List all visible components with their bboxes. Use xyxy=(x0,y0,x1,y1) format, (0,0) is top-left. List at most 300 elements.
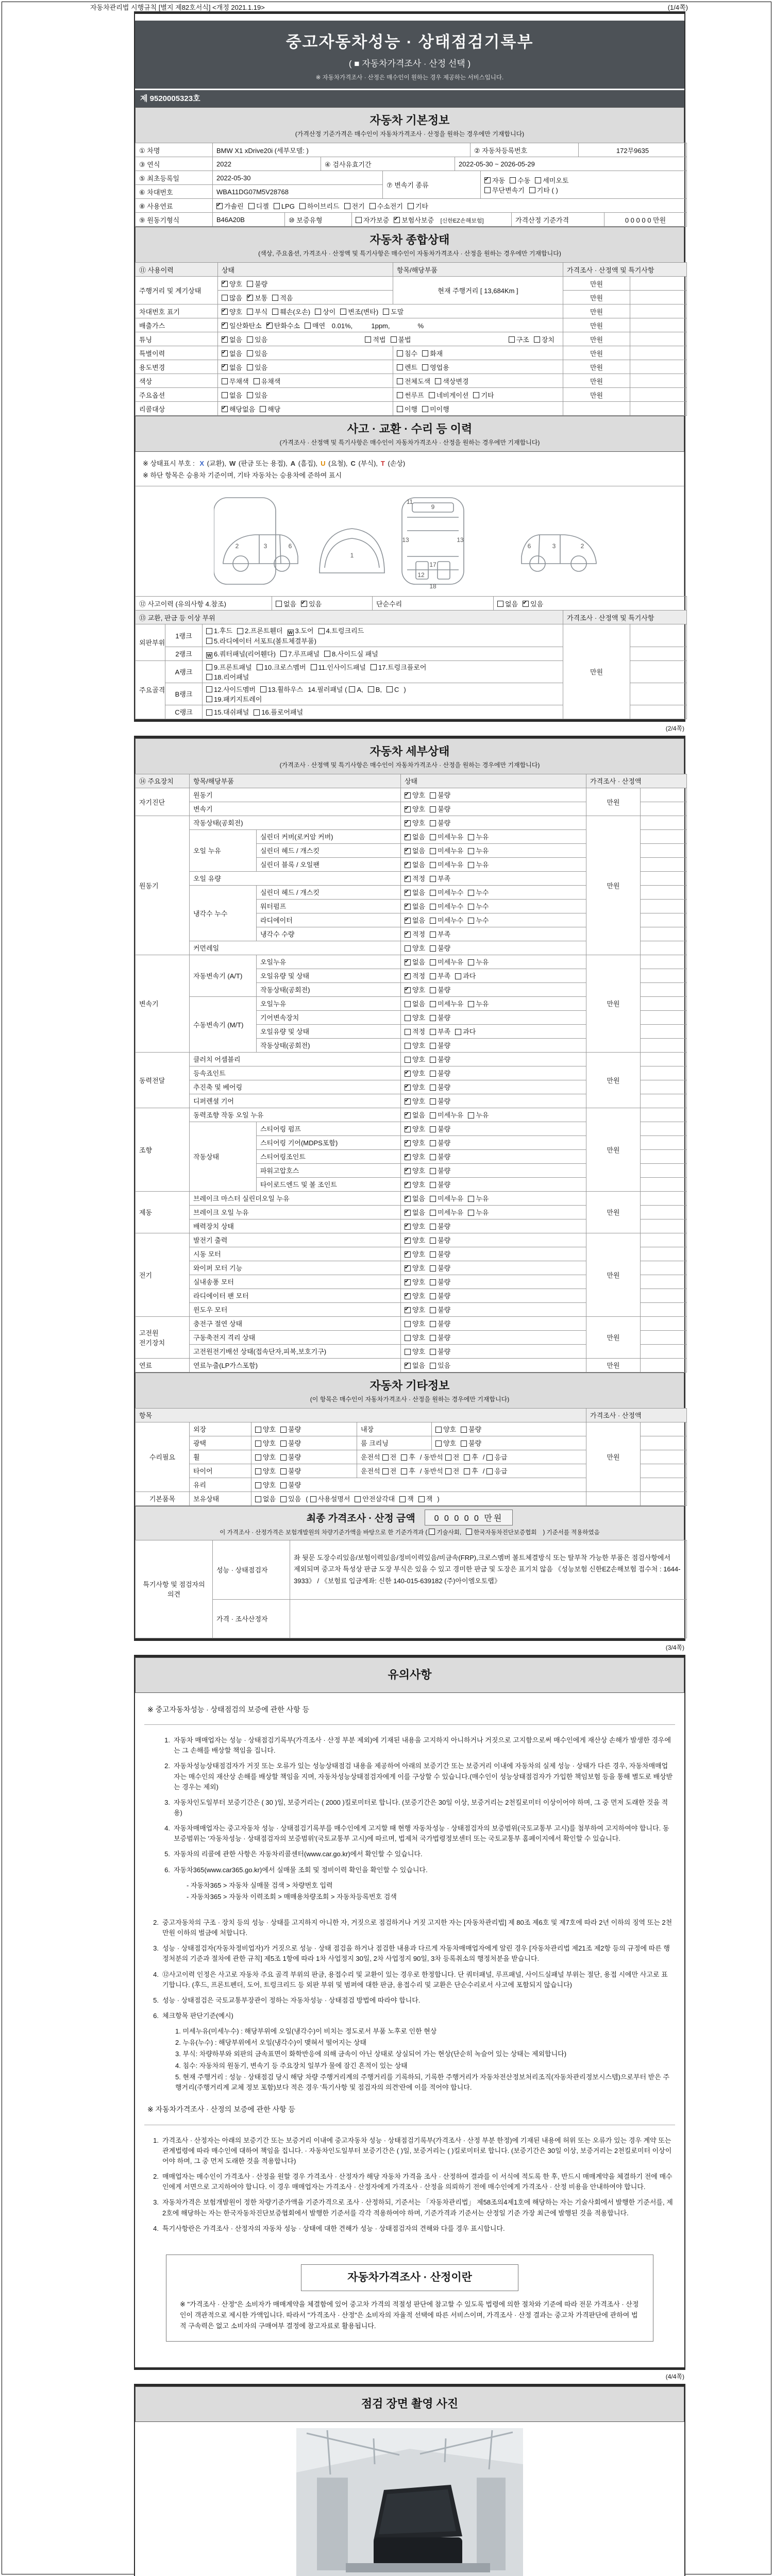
checkbox-불량[interactable] xyxy=(280,1440,287,1447)
checkbox-양호[interactable] xyxy=(255,1427,261,1433)
checkbox-전체도색[interactable] xyxy=(397,378,403,384)
simple-repair-checks xyxy=(494,597,687,611)
checkbox-label: 사용설명서 xyxy=(317,1495,350,1503)
checkbox-양호[interactable] xyxy=(405,1224,411,1230)
checkbox-부식[interactable] xyxy=(247,309,253,315)
checkbox-없음[interactable] xyxy=(405,959,411,965)
checkbox-label: 훼손(오손) xyxy=(280,308,311,316)
checkbox-양호[interactable] xyxy=(255,1440,261,1447)
checkbox-썬루프[interactable] xyxy=(397,392,403,398)
checkbox-양호[interactable] xyxy=(435,1427,442,1433)
checkbox-양호[interactable] xyxy=(405,1015,411,1021)
checkbox-10.크로스멤버[interactable] xyxy=(257,664,263,670)
checkbox-잭[interactable] xyxy=(418,1496,425,1502)
notice-subitem: 4. 침수: 자동차의 원동기, 변속기 등 주요장치 일부가 물에 잠긴 흔적이 있는 상태 xyxy=(175,2061,408,2070)
checkbox-불량[interactable] xyxy=(430,1182,436,1188)
checkbox-양호[interactable] xyxy=(405,1084,411,1091)
checkbox-보통[interactable] xyxy=(247,295,253,301)
checkbox-불량[interactable] xyxy=(430,1238,436,1244)
checkbox-label: 있음 xyxy=(255,335,268,344)
checkbox-유채색[interactable] xyxy=(254,378,260,384)
vin-value: WBA11DG07M5V28768 xyxy=(213,185,383,199)
check-item xyxy=(397,376,430,386)
checkbox-양호[interactable] xyxy=(435,1440,442,1447)
checkbox-누유[interactable] xyxy=(468,848,474,854)
checkbox-있음[interactable] xyxy=(523,601,529,607)
checkbox-구조[interactable] xyxy=(509,336,515,343)
checkbox-누유[interactable] xyxy=(468,959,474,965)
checkbox-탄화수소[interactable] xyxy=(266,323,273,329)
table-cell xyxy=(641,1302,687,1316)
checkbox-가솔린[interactable] xyxy=(216,203,223,209)
checkbox-없음[interactable] xyxy=(405,1363,411,1369)
checkbox-없음[interactable] xyxy=(405,1196,411,1202)
check-item xyxy=(280,1494,301,1503)
group-label-전기: 전기 xyxy=(136,1233,190,1316)
checkbox-있음[interactable] xyxy=(247,350,253,357)
checkbox-기타 ( )[interactable] xyxy=(529,187,535,193)
checkbox-한국자동차진단보증협회[interactable] xyxy=(466,1529,472,1535)
checkbox-자가보증[interactable] xyxy=(356,217,362,223)
checkbox-과다[interactable] xyxy=(455,1029,461,1035)
checkbox-2.프론트휀더[interactable] xyxy=(237,628,243,634)
check-item xyxy=(405,1151,425,1161)
checkbox-부족[interactable] xyxy=(430,973,436,979)
checkbox-해당없음[interactable] xyxy=(222,406,228,412)
note-cell xyxy=(641,1464,687,1478)
checkbox-적정[interactable] xyxy=(405,973,411,979)
checkbox-불량[interactable] xyxy=(430,1126,436,1132)
checkbox-해당[interactable] xyxy=(260,406,266,412)
checkbox-label: 양호 xyxy=(412,986,426,994)
checkbox-label: 없음 xyxy=(263,1495,276,1503)
checkbox-불량[interactable] xyxy=(280,1427,287,1433)
checkbox-19.패키지트레이[interactable] xyxy=(206,696,212,702)
check-item xyxy=(430,1082,450,1092)
checkbox-누유[interactable] xyxy=(468,1210,474,1216)
checkbox-응급[interactable] xyxy=(486,1454,493,1461)
checkbox-양호[interactable] xyxy=(405,1307,411,1313)
checkbox-침수[interactable] xyxy=(397,350,403,357)
checkbox-양호[interactable] xyxy=(405,1251,411,1258)
check-item xyxy=(468,859,489,869)
note-cell xyxy=(630,374,687,388)
checkbox-label: 양호 xyxy=(263,1439,276,1447)
checkbox-13.휠하우스[interactable] xyxy=(260,686,266,692)
checkbox-양호[interactable] xyxy=(405,1349,411,1355)
checkbox-18.리어패널[interactable] xyxy=(206,674,212,680)
table-cell xyxy=(641,1094,687,1108)
checkbox-많음[interactable] xyxy=(222,295,228,301)
checkbox-미세누유[interactable] xyxy=(430,848,436,854)
detail-h2: 상태 xyxy=(401,774,586,788)
checkbox-16.플로어패널[interactable] xyxy=(254,709,260,716)
table-cell: 냉각수 누수 xyxy=(190,885,257,941)
checkbox-양호[interactable] xyxy=(405,1321,411,1327)
checkbox-불량[interactable] xyxy=(430,1140,436,1146)
checkbox-양호[interactable] xyxy=(405,1335,411,1341)
checkbox-화재[interactable] xyxy=(422,350,428,357)
checkbox-양호[interactable] xyxy=(405,1071,411,1077)
checkbox-보험사보증[interactable] xyxy=(394,217,400,223)
checkbox-불량[interactable] xyxy=(430,1307,436,1313)
notice-item-text: 매매업자는 매수인이 가격조사 · 산정을 원할 경우 가격조사 · 산정자가 해당 자동차 가격을 조사 · 산정하여 결과를 이 서식에 적도록 한 후, 반드시 매매계약을 체결하기 전에 매수인에게 서면으로 고지하여야 합니다. 이 경우 매매업자는 가격조사 · 산정자에게 가격조사 · 산정을 의뢰하기 전에 매수인에게 가격조사 · 산정 비용을 안내하여야 합니다. xyxy=(162,2173,673,2191)
checkbox-불량[interactable] xyxy=(430,1015,436,1021)
diagram-label: 2 xyxy=(235,543,239,550)
checkbox-수소전기[interactable] xyxy=(369,203,376,209)
checkbox-없음[interactable] xyxy=(222,364,228,370)
checkbox-훼손(오손)[interactable] xyxy=(272,309,278,315)
checkbox-있음[interactable] xyxy=(247,364,253,370)
checkbox-기술사회,[interactable] xyxy=(429,1529,435,1535)
checkbox-11.인사이드패널[interactable] xyxy=(311,664,317,670)
diagram-label: 6 xyxy=(527,543,531,550)
checkbox-자동[interactable] xyxy=(484,177,491,183)
checkbox-label: 적법 xyxy=(373,335,386,344)
checkbox-불량[interactable] xyxy=(430,1293,436,1299)
sheet-page-2 xyxy=(134,736,685,1641)
checkbox-전[interactable] xyxy=(382,1454,389,1461)
checkbox-응급[interactable] xyxy=(486,1468,493,1475)
checkbox-양호[interactable] xyxy=(405,987,411,993)
checkbox-불량[interactable] xyxy=(430,1154,436,1160)
checkbox-미세누유[interactable] xyxy=(430,959,436,965)
note-cell xyxy=(630,647,687,660)
inspection-label: ④ 검사유효기간 xyxy=(321,157,455,171)
check-item xyxy=(274,202,295,210)
checkbox-양호[interactable] xyxy=(405,820,411,826)
checkbox-적법[interactable] xyxy=(365,336,371,343)
checkbox-매연[interactable] xyxy=(305,323,311,329)
checkbox-누수[interactable] xyxy=(468,890,474,896)
check-item xyxy=(464,1452,478,1462)
checkbox-3.도어[interactable]: W xyxy=(288,630,293,635)
checkbox-불량[interactable] xyxy=(430,1265,436,1272)
checkbox-양호[interactable] xyxy=(405,1265,411,1272)
checkbox-기타[interactable] xyxy=(473,392,479,398)
checkbox-장치[interactable] xyxy=(534,336,540,343)
checkbox-없음[interactable] xyxy=(222,336,228,343)
checkbox-수동[interactable] xyxy=(510,177,516,183)
checkbox-4.트렁크리드[interactable] xyxy=(318,628,325,634)
checkbox-없음[interactable] xyxy=(255,1496,261,1502)
etc-band xyxy=(135,1372,684,1409)
checkbox-9.프론트패널[interactable] xyxy=(206,664,212,670)
table-cell xyxy=(401,885,586,899)
checkbox-있음[interactable] xyxy=(247,336,253,343)
table-cell: 라디에이터 xyxy=(257,913,401,927)
row-special-checks xyxy=(218,346,393,360)
checkbox-누수[interactable] xyxy=(468,918,474,924)
checkbox-무채색[interactable] xyxy=(222,378,228,384)
table-cell xyxy=(401,927,586,941)
table-cell: 오일 누유 xyxy=(190,829,257,871)
checkbox-양호[interactable] xyxy=(405,1168,411,1174)
checkbox-적음[interactable] xyxy=(272,295,278,301)
checkbox-양호[interactable] xyxy=(405,945,411,952)
note-cell xyxy=(630,388,687,402)
checkbox-불량[interactable] xyxy=(430,1321,436,1327)
checkbox-불량[interactable] xyxy=(461,1440,467,1447)
checkbox-label: 16.플로어패널 xyxy=(261,708,304,716)
checkbox-일산화탄소[interactable] xyxy=(222,323,228,329)
table-cell xyxy=(641,899,687,913)
checkbox-없음[interactable] xyxy=(405,1210,411,1216)
checkbox-미세누수[interactable] xyxy=(430,904,436,910)
checkbox-12.사이드멤버[interactable] xyxy=(206,686,212,692)
basic-info-title: 자동차 기본정보 xyxy=(369,114,450,127)
check-group-text: / xyxy=(482,1467,485,1475)
checkbox-5.라디에이터 서포트(볼트체결부품)[interactable] xyxy=(206,638,212,644)
check-item xyxy=(430,1207,463,1217)
checkbox-양호[interactable] xyxy=(405,1098,411,1105)
checkbox-label: 불량 xyxy=(468,1439,482,1447)
checkbox-불량[interactable] xyxy=(430,1251,436,1258)
check-item xyxy=(405,901,425,911)
checkbox-양호[interactable] xyxy=(405,1238,411,1244)
checkbox-불량[interactable] xyxy=(247,281,253,287)
checkbox-없음[interactable] xyxy=(405,904,411,910)
checkbox-label: 매연 xyxy=(312,321,326,330)
car-diagram xyxy=(214,490,606,591)
table-cell xyxy=(401,1024,586,1038)
checkbox-불량[interactable] xyxy=(430,945,436,952)
checkbox-양호[interactable] xyxy=(405,1140,411,1146)
checkbox-양호[interactable] xyxy=(405,792,411,799)
checkbox-부족[interactable] xyxy=(430,1029,436,1035)
checkbox-양호[interactable] xyxy=(222,309,228,315)
checkbox-없음[interactable] xyxy=(405,834,411,840)
checkbox-6.쿼터패널(리어휀다)[interactable]: W xyxy=(207,653,212,658)
checkbox-양호[interactable] xyxy=(405,1154,411,1160)
checkbox-기타[interactable] xyxy=(408,203,414,209)
checkbox-불량[interactable] xyxy=(461,1427,467,1433)
checkbox-누유[interactable] xyxy=(468,834,474,840)
checkbox-없음[interactable] xyxy=(405,848,411,854)
checkbox-불량[interactable] xyxy=(430,820,436,826)
check-item xyxy=(299,201,340,211)
checkbox-부족[interactable] xyxy=(430,931,436,938)
checkbox-양호[interactable] xyxy=(255,1482,261,1488)
checkbox-불량[interactable] xyxy=(280,1454,287,1461)
checkbox-이행[interactable] xyxy=(397,406,403,412)
checkbox-양호[interactable] xyxy=(405,1057,411,1063)
checkbox-없음[interactable] xyxy=(276,601,282,607)
note-cell xyxy=(630,277,687,291)
checkbox-미세누수[interactable] xyxy=(430,890,436,896)
notice-item-number: 3. xyxy=(153,1944,159,1953)
checkbox-없음[interactable] xyxy=(405,890,411,896)
checkbox-미세누유[interactable] xyxy=(430,1210,436,1216)
checkbox-미세누유[interactable] xyxy=(430,1001,436,1007)
checkbox-하이브리드[interactable] xyxy=(299,203,306,209)
checkbox-label: 없음 xyxy=(412,861,426,869)
checkbox-label: 화재 xyxy=(430,349,443,358)
checkbox-불량[interactable] xyxy=(430,806,436,812)
checkbox-후[interactable] xyxy=(401,1454,407,1461)
checkbox-불량[interactable] xyxy=(430,1335,436,1341)
checkbox-누유[interactable] xyxy=(468,1112,474,1118)
checkbox-디젤[interactable] xyxy=(248,203,255,209)
checkbox-미세누유[interactable] xyxy=(430,862,436,868)
checkbox-적정[interactable] xyxy=(405,931,411,938)
check-item xyxy=(405,1124,425,1133)
overall-h1: 상태 xyxy=(218,263,393,277)
checkbox-불량[interactable] xyxy=(430,1084,436,1091)
rank2-label: 2랭크 xyxy=(165,647,203,660)
checkbox-영업용[interactable] xyxy=(422,364,428,370)
checkbox-적정[interactable] xyxy=(405,1029,411,1035)
checkbox-양호[interactable] xyxy=(222,281,228,287)
checkbox-있음[interactable] xyxy=(430,1363,436,1369)
checkbox-없음[interactable] xyxy=(222,392,228,398)
checkbox-불량[interactable] xyxy=(430,1057,436,1063)
check-item xyxy=(405,1110,425,1120)
checkbox-양호[interactable] xyxy=(405,1126,411,1132)
document-title: 중고자동차성능 · 상태점검기록부 xyxy=(285,33,534,51)
checkbox-B,[interactable] xyxy=(368,686,374,692)
checkbox-과다[interactable] xyxy=(455,973,461,979)
check-item xyxy=(429,390,469,400)
checkbox-있음[interactable] xyxy=(280,1496,287,1502)
checkbox-불량[interactable] xyxy=(430,792,436,799)
checkbox-있음[interactable] xyxy=(301,601,307,607)
checkbox-없음[interactable] xyxy=(405,862,411,868)
note-cell xyxy=(630,360,687,374)
checkbox-불량[interactable] xyxy=(430,1168,436,1174)
checkbox-양호[interactable] xyxy=(405,1182,411,1188)
checkbox-후[interactable] xyxy=(464,1468,470,1475)
checkbox-불량[interactable] xyxy=(430,987,436,993)
checkbox-불량[interactable] xyxy=(430,1098,436,1105)
group-label-제동: 제동 xyxy=(136,1191,190,1233)
checkbox-누유[interactable] xyxy=(468,1196,474,1202)
checkbox-label: 자가보증 xyxy=(363,216,390,224)
checkbox-불법[interactable] xyxy=(391,336,397,343)
table-cell xyxy=(401,1038,586,1052)
glass-label: 유리 xyxy=(190,1478,251,1492)
notice-item-number: 4. xyxy=(153,2224,159,2232)
checkbox-사용설명서[interactable] xyxy=(310,1496,316,1502)
checkbox-전[interactable] xyxy=(445,1468,451,1475)
checkbox-부족[interactable] xyxy=(430,876,436,882)
checkbox-전[interactable] xyxy=(445,1454,451,1461)
table-cell xyxy=(641,1358,687,1372)
check-item xyxy=(422,362,449,372)
checkbox-도말[interactable] xyxy=(383,309,389,315)
checkbox-15.대쉬패널[interactable] xyxy=(206,709,212,716)
checkbox-후[interactable] xyxy=(464,1454,470,1461)
checkbox-후[interactable] xyxy=(401,1468,407,1475)
checkbox-양호[interactable] xyxy=(405,1293,411,1299)
check-item xyxy=(315,307,335,316)
warranty-checks-cell xyxy=(352,213,512,227)
checkbox-상이[interactable] xyxy=(315,309,321,315)
row-options-label: 주요옵션 xyxy=(136,388,218,402)
checkbox-양호[interactable] xyxy=(405,1043,411,1049)
checkbox-8.사이드실 패널[interactable] xyxy=(324,651,330,657)
checkbox-없음[interactable] xyxy=(222,350,228,357)
checkbox-양호[interactable] xyxy=(405,806,411,812)
check-item xyxy=(206,707,249,717)
checkbox-미세누수[interactable] xyxy=(430,918,436,924)
checkbox-양호[interactable] xyxy=(255,1454,261,1461)
check-item xyxy=(430,1151,450,1161)
checkbox-불량[interactable] xyxy=(430,1043,436,1049)
checkbox-7.루프패널[interactable] xyxy=(280,651,287,657)
checkbox-불량[interactable] xyxy=(430,1071,436,1077)
checkbox-불량[interactable] xyxy=(430,1349,436,1355)
checkbox-17.트렁크플로어[interactable] xyxy=(371,664,377,670)
checkbox-불량[interactable] xyxy=(430,1279,436,1285)
checkbox-LPG[interactable] xyxy=(274,203,280,209)
checkbox-색상변경[interactable] xyxy=(435,378,441,384)
table-cell xyxy=(401,1316,586,1330)
checkbox-1.후드[interactable] xyxy=(206,628,212,634)
roomcleaning-checks xyxy=(432,1436,586,1450)
checkbox-불량[interactable] xyxy=(280,1468,287,1475)
check-item xyxy=(405,943,425,953)
checkbox-변조(변타)[interactable] xyxy=(340,309,346,315)
checkbox-C[interactable] xyxy=(386,686,393,692)
checkbox-양호[interactable] xyxy=(255,1468,261,1475)
checkbox-미이행[interactable] xyxy=(422,406,428,412)
checkbox-불량[interactable] xyxy=(430,1224,436,1230)
checkbox-렌트[interactable] xyxy=(397,364,403,370)
check-item xyxy=(422,404,449,414)
notice-item-text: 자동차365(www.car365.go.kr)에서 실매물 조회 및 정비이력 확인을 확인할 수 있습니다. xyxy=(174,1866,428,1874)
state-codes-box xyxy=(135,452,684,486)
checkbox-미세누유[interactable] xyxy=(430,834,436,840)
tire-position-checks xyxy=(357,1464,586,1478)
checkbox-세미오토[interactable] xyxy=(535,177,541,183)
notice-item-number: 3. xyxy=(164,1798,170,1806)
notice-item xyxy=(160,1849,673,1859)
checkbox-잭[interactable] xyxy=(399,1496,406,1502)
state-code-X: X xyxy=(199,460,204,467)
accident-history-label: ⑫ 사고이력 (유의사항 4.참조) xyxy=(136,597,272,611)
checkbox-있음[interactable] xyxy=(247,392,253,398)
checkbox-불량[interactable] xyxy=(280,1482,287,1488)
checkbox-없음[interactable] xyxy=(497,601,503,607)
checkbox-없음[interactable] xyxy=(405,1112,411,1118)
checkbox-누유[interactable] xyxy=(468,862,474,868)
note-cell xyxy=(641,1422,687,1436)
checkbox-적정[interactable] xyxy=(405,876,411,882)
checkbox-없음[interactable] xyxy=(405,918,411,924)
checkbox-전기[interactable] xyxy=(344,203,350,209)
check-item xyxy=(430,832,463,841)
checkbox-없음[interactable] xyxy=(405,1001,411,1007)
checkbox-미세누유[interactable] xyxy=(430,1112,436,1118)
note-cell xyxy=(641,1478,687,1492)
checkbox-전[interactable] xyxy=(382,1468,389,1475)
check-item xyxy=(486,1452,507,1462)
table-cell xyxy=(641,996,687,1010)
checkbox-양호[interactable] xyxy=(405,1279,411,1285)
table-cell xyxy=(401,1122,586,1136)
checkbox-A,[interactable] xyxy=(349,686,355,692)
checkbox-안전삼각대[interactable] xyxy=(355,1496,361,1502)
check-item xyxy=(305,320,325,330)
checkbox-누유[interactable] xyxy=(468,1001,474,1007)
checkbox-네비게이션[interactable] xyxy=(429,392,435,398)
checkbox-label: 양호 xyxy=(412,1223,426,1230)
checkbox-label: 불량 xyxy=(288,1439,301,1447)
checkbox-누수[interactable] xyxy=(468,904,474,910)
checkbox-미세누유[interactable] xyxy=(430,1196,436,1202)
checkbox-무단변속기[interactable] xyxy=(484,187,491,193)
